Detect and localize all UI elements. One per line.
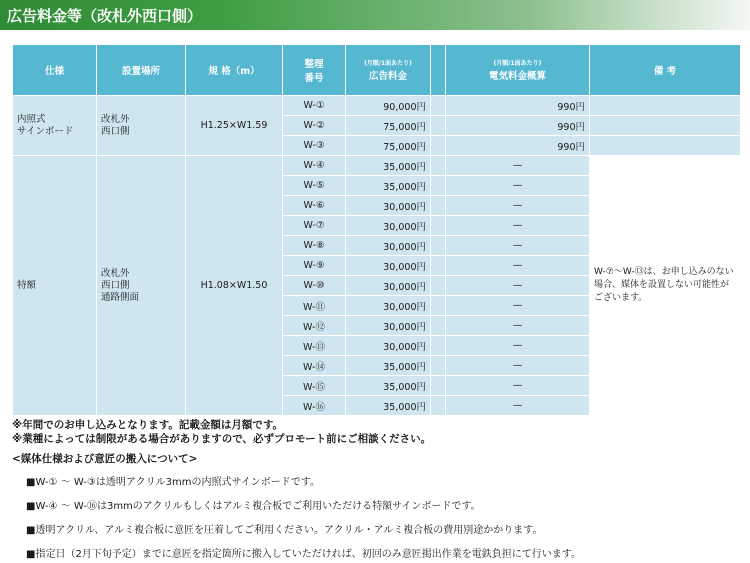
fee-cell: 30,000円 [346, 296, 431, 316]
spacer-cell [431, 396, 446, 416]
spec-cell: 内照式 サインボード [13, 96, 97, 156]
spec-cell: 特額 [13, 156, 97, 416]
fee-cell: 90,000円 [346, 96, 431, 116]
remarks-cell [590, 136, 741, 156]
title-bar [0, 0, 750, 30]
header-elec-sub: (月額/1面あたり) [493, 59, 542, 67]
header-fee-main: 広告料金 [368, 70, 407, 82]
spacer-cell [431, 276, 446, 296]
number-cell: W-⑨ [283, 256, 346, 276]
spacer-cell [431, 216, 446, 236]
elec-cell: — [446, 356, 590, 376]
elec-cell: — [446, 216, 590, 236]
fee-cell: 30,000円 [346, 216, 431, 236]
number-cell: W-④ [283, 156, 346, 176]
notes-section [12, 418, 742, 562]
header-number [283, 45, 346, 96]
elec-cell: — [446, 196, 590, 216]
fee-cell: 30,000円 [346, 256, 431, 276]
elec-cell: — [446, 156, 590, 176]
spacer-cell [431, 156, 446, 176]
spacer-cell [431, 116, 446, 136]
size-cell: H1.25×W1.59 [186, 96, 283, 156]
elec-cell: — [446, 376, 590, 396]
number-cell: W-⑪ [283, 296, 346, 316]
number-cell: W-⑭ [283, 356, 346, 376]
elec-cell: — [446, 336, 590, 356]
fee-cell: 35,000円 [346, 176, 431, 196]
number-cell: W-⑧ [283, 236, 346, 256]
note-annual: ※年間でのお申し込みとなります。記載金額は月額です。 [12, 419, 284, 431]
number-cell: W-② [283, 116, 346, 136]
spacer-cell [431, 196, 446, 216]
spacer-cell [431, 376, 446, 396]
number-cell: W-⑫ [283, 316, 346, 336]
header-remarks: 備 考 [590, 45, 741, 96]
elec-cell: — [446, 176, 590, 196]
size-cell: H1.08×W1.50 [186, 156, 283, 416]
header-spec: 仕様 [13, 45, 97, 96]
fee-cell: 75,000円 [346, 116, 431, 136]
fee-cell: 30,000円 [346, 336, 431, 356]
elec-cell: — [446, 316, 590, 336]
table-row [13, 156, 741, 176]
number-cell: W-⑥ [283, 196, 346, 216]
fee-cell: 30,000円 [346, 196, 431, 216]
number-cell: W-⑦ [283, 216, 346, 236]
fee-cell: 75,000円 [346, 136, 431, 156]
page-title: 広告料金等（改札外西口側） [7, 7, 203, 25]
fee-cell: 30,000円 [346, 316, 431, 336]
spacer-cell [431, 176, 446, 196]
header-number-line2: 番号 [304, 73, 324, 84]
elec-cell: 990円 [446, 96, 590, 116]
fee-cell: 30,000円 [346, 276, 431, 296]
elec-cell: — [446, 256, 590, 276]
location-cell: 改札外 西口側 [97, 96, 186, 156]
table-body [13, 96, 741, 416]
note-bullet: ■W-① ～ W-③は透明アクリル3mmの内照式サインボードです。 [26, 477, 320, 488]
elec-cell: 990円 [446, 116, 590, 136]
header-elec [446, 45, 590, 96]
price-table [12, 44, 741, 416]
elec-cell: — [446, 276, 590, 296]
spacer-cell [431, 96, 446, 116]
fee-cell: 35,000円 [346, 156, 431, 176]
header-elec-main: 電気料金概算 [488, 70, 546, 82]
notes-heading: <媒体仕様および意匠の搬入について> [12, 453, 198, 465]
spacer-cell [431, 356, 446, 376]
note-bullet: ■指定日（2月下旬予定）までに意匠を指定箇所に搬入していただければ、初回のみ意匠掲出作業を電鉄負担にて行います。 [26, 549, 582, 560]
header-number-line1: 整理 [304, 59, 324, 70]
number-cell: W-⑬ [283, 336, 346, 356]
spacer-cell [431, 316, 446, 336]
location-cell: 改札外 西口側 通路側面 [97, 156, 186, 416]
elec-cell: — [446, 236, 590, 256]
spacer-cell [431, 236, 446, 256]
number-cell: W-⑮ [283, 376, 346, 396]
note-bullet: ■W-④ ～ W-⑯は3mmのアクリルもしくはアルミ複合板でご利用いただける特額サインボードです。 [26, 501, 481, 512]
header-spacer [431, 45, 446, 96]
table-row [13, 96, 741, 116]
number-cell: W-⑩ [283, 276, 346, 296]
number-cell: W-① [283, 96, 346, 116]
spacer-cell [431, 256, 446, 276]
header-location: 設置場所 [97, 45, 186, 96]
remarks-cell: W-⑦～W-⑬は、お申し込みのない場合、媒体を設置しない可能性がございます。 [590, 156, 741, 416]
fee-cell: 35,000円 [346, 356, 431, 376]
spacer-cell [431, 136, 446, 156]
table-header-row [13, 45, 741, 96]
elec-cell: — [446, 296, 590, 316]
spacer-cell [431, 336, 446, 356]
fee-cell: 35,000円 [346, 376, 431, 396]
number-cell: W-⑯ [283, 396, 346, 416]
elec-cell: — [446, 396, 590, 416]
remarks-cell [590, 116, 741, 136]
spacer-cell [431, 296, 446, 316]
number-cell: W-③ [283, 136, 346, 156]
fee-cell: 30,000円 [346, 236, 431, 256]
note-industry: ※業種によっては制限がある場合がありますので、必ずプロモート前にご相談ください。 [12, 433, 432, 445]
remarks-cell [590, 96, 741, 116]
elec-cell: 990円 [446, 136, 590, 156]
number-cell: W-⑤ [283, 176, 346, 196]
fee-cell: 35,000円 [346, 396, 431, 416]
header-fee-sub: (月額/1面あたり) [364, 59, 412, 67]
header-size: 規 格（m） [186, 45, 283, 96]
header-fee [346, 45, 431, 96]
note-bullet: ■透明アクリル、アルミ複合板に意匠を圧着してご利用ください。アクリル・アルミ複合板の費用別途かかります。 [26, 525, 543, 536]
